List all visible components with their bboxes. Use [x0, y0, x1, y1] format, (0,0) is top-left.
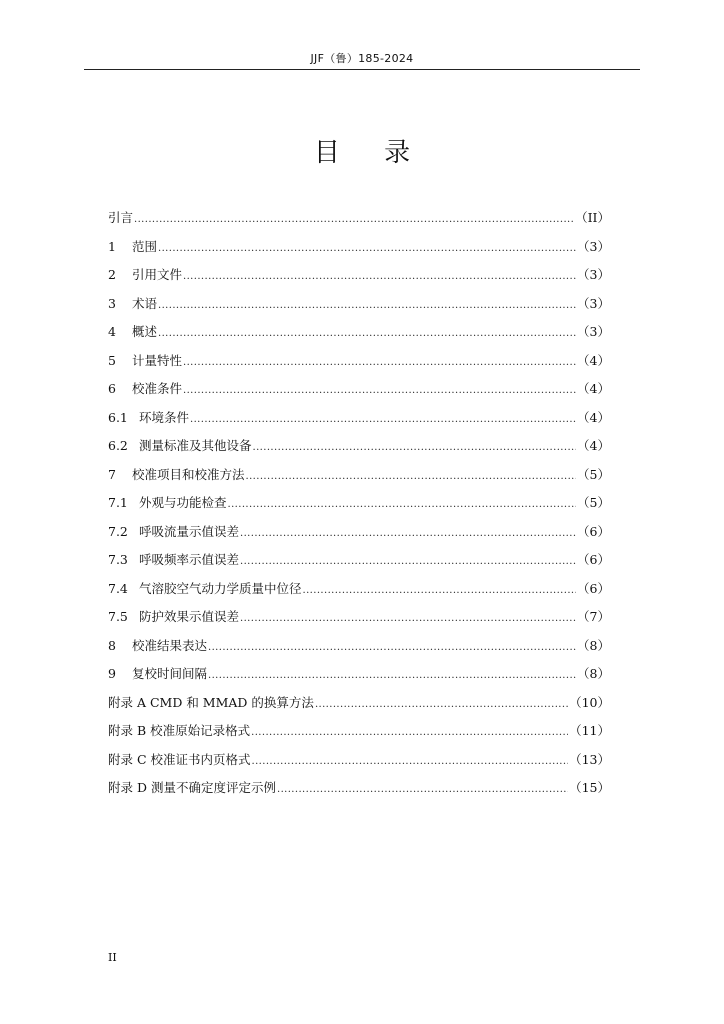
toc-leader-dots	[252, 752, 569, 772]
toc-entry-overview[interactable]	[108, 322, 610, 351]
toc-entry-preface[interactable]	[108, 208, 610, 237]
toc-entry-appendix-b[interactable]	[108, 721, 610, 750]
toc-entry-title: 附录 B 校准原始记录格式	[108, 723, 251, 738]
toc-entry-aerosol-mmad[interactable]	[108, 579, 610, 608]
toc-entry-page: （3）	[577, 324, 610, 339]
toc-entry-appendix-a[interactable]	[108, 693, 610, 722]
toc-entry-title: 气溶胶空气动力学质量中位径	[139, 580, 302, 596]
toc-entry-number: 6.2	[108, 438, 128, 453]
toc-entry-number: 6.1	[108, 409, 128, 425]
toc-entry-page: （6）	[577, 552, 610, 567]
toc-entry-number: 2	[108, 267, 116, 282]
toc-entry-appendix-d[interactable]	[108, 778, 610, 807]
toc-entry-page: （3）	[577, 238, 610, 254]
toc-leader-dots	[183, 267, 576, 287]
toc-entry-frequency-error[interactable]	[108, 550, 610, 579]
toc-entry-page: （3）	[577, 295, 610, 311]
toc-entry-title: 外观与功能检查	[139, 495, 227, 510]
toc-entry-page: （10）	[569, 694, 610, 710]
toc-entry-environment-conditions[interactable]	[108, 408, 610, 437]
toc-entry-scope[interactable]	[108, 237, 610, 266]
toc-leader-dots	[183, 353, 576, 373]
toc-leader-dots	[208, 666, 576, 686]
toc-entry-page: （II）	[575, 210, 610, 225]
toc-entry-title: 呼吸频率示值误差	[139, 552, 240, 567]
toc-entry-page: （8）	[577, 637, 610, 653]
toc-leader-dots	[303, 581, 577, 601]
toc-entry-page: （4）	[577, 352, 610, 368]
toc-leader-dots	[240, 552, 576, 572]
toc-entry-page: （4）	[577, 438, 610, 453]
toc-leader-dots	[134, 210, 574, 230]
toc-entry-number: 3	[108, 295, 116, 311]
toc-entry-title: 校准结果表达	[132, 637, 208, 653]
toc-entry-metrological-characteristics[interactable]	[108, 351, 610, 380]
toc-entry-number: 9	[108, 666, 116, 681]
toc-entry-recalibration-interval[interactable]	[108, 664, 610, 693]
toc-entry-title: 呼吸流量示值误差	[139, 523, 240, 539]
header-divider	[84, 69, 640, 70]
toc-leader-dots	[246, 467, 577, 487]
toc-entry-page: （6）	[577, 523, 610, 539]
toc-entry-appearance-check[interactable]	[108, 493, 610, 522]
toc-entry-page: （8）	[577, 666, 610, 681]
toc-entry-measurement-standards[interactable]	[108, 436, 610, 465]
toc-entry-page: （7）	[577, 609, 610, 624]
toc-entry-protection-error[interactable]	[108, 607, 610, 636]
toc-leader-dots	[315, 695, 568, 715]
toc-entry-title: 测量标准及其他设备	[139, 438, 252, 453]
toc-entry-number: 8	[108, 637, 116, 653]
toc-leader-dots	[190, 410, 576, 430]
toc-entry-title: 术语	[132, 295, 158, 311]
toc-entry-calibration-items[interactable]	[108, 465, 610, 494]
toc-entry-title: 引用文件	[132, 267, 183, 282]
toc-entry-page: （13）	[569, 751, 610, 767]
toc-entry-title: 校准项目和校准方法	[132, 466, 245, 482]
document-code-header: JJF（鲁）185-2024	[310, 52, 414, 65]
toc-entry-title: 概述	[132, 324, 158, 339]
toc-entry-page: （6）	[577, 580, 610, 596]
toc-entry-title: 环境条件	[139, 409, 190, 425]
toc-leader-dots	[183, 381, 576, 401]
page-title: 目 录	[313, 138, 429, 168]
toc-leader-dots	[251, 723, 568, 743]
toc-entry-number: 1	[108, 238, 116, 254]
toc-entry-title: 复校时间间隔	[132, 666, 208, 681]
toc-entry-title: 范围	[132, 238, 158, 254]
toc-leader-dots	[228, 495, 577, 515]
toc-entry-number: 7.1	[108, 495, 128, 510]
toc-entry-calibration-conditions[interactable]	[108, 379, 610, 408]
toc-entry-page: （5）	[577, 466, 610, 482]
toc-entry-title: 计量特性	[132, 352, 183, 368]
toc-entry-page: （5）	[577, 495, 610, 510]
toc-entry-appendix-c[interactable]	[108, 750, 610, 779]
toc-entry-page: （15）	[569, 780, 610, 795]
toc-leader-dots	[277, 780, 568, 800]
toc-entry-number: 7.3	[108, 552, 128, 567]
toc-leader-dots	[240, 609, 576, 629]
toc-entry-number: 7.4	[108, 580, 128, 596]
toc-entry-title: 附录 A CMD 和 MMAD 的换算方法	[108, 694, 314, 710]
toc-leader-dots	[208, 638, 576, 658]
toc-entry-number: 6	[108, 381, 116, 396]
toc-entry-page: （4）	[577, 409, 610, 425]
toc-leader-dots	[158, 296, 576, 316]
toc-entry-flow-error[interactable]	[108, 522, 610, 551]
toc-entry-terms[interactable]	[108, 294, 610, 323]
toc-entry-title: 附录 C 校准证书内页格式	[108, 751, 251, 767]
toc-entry-title: 校准条件	[132, 381, 183, 396]
table-of-contents	[108, 208, 610, 807]
toc-entry-references[interactable]	[108, 265, 610, 294]
toc-entry-title: 附录 D 测量不确定度评定示例	[108, 780, 276, 795]
toc-leader-dots	[158, 324, 576, 344]
toc-entry-number: 7	[108, 466, 116, 482]
toc-entry-number: 7.2	[108, 523, 128, 539]
toc-entry-number: 7.5	[108, 609, 128, 624]
toc-leader-dots	[253, 438, 577, 458]
toc-entry-page: （11）	[569, 723, 610, 738]
toc-entry-page: （3）	[577, 267, 610, 282]
toc-entry-number: 4	[108, 324, 116, 339]
page-number: II	[108, 951, 117, 964]
toc-entry-page: （4）	[577, 381, 610, 396]
toc-entry-title: 防护效果示值误差	[139, 609, 240, 624]
toc-entry-result-expression[interactable]	[108, 636, 610, 665]
toc-entry-title: 引言	[108, 210, 134, 225]
toc-leader-dots	[158, 239, 576, 259]
toc-leader-dots	[240, 524, 576, 544]
toc-entry-number: 5	[108, 352, 116, 368]
